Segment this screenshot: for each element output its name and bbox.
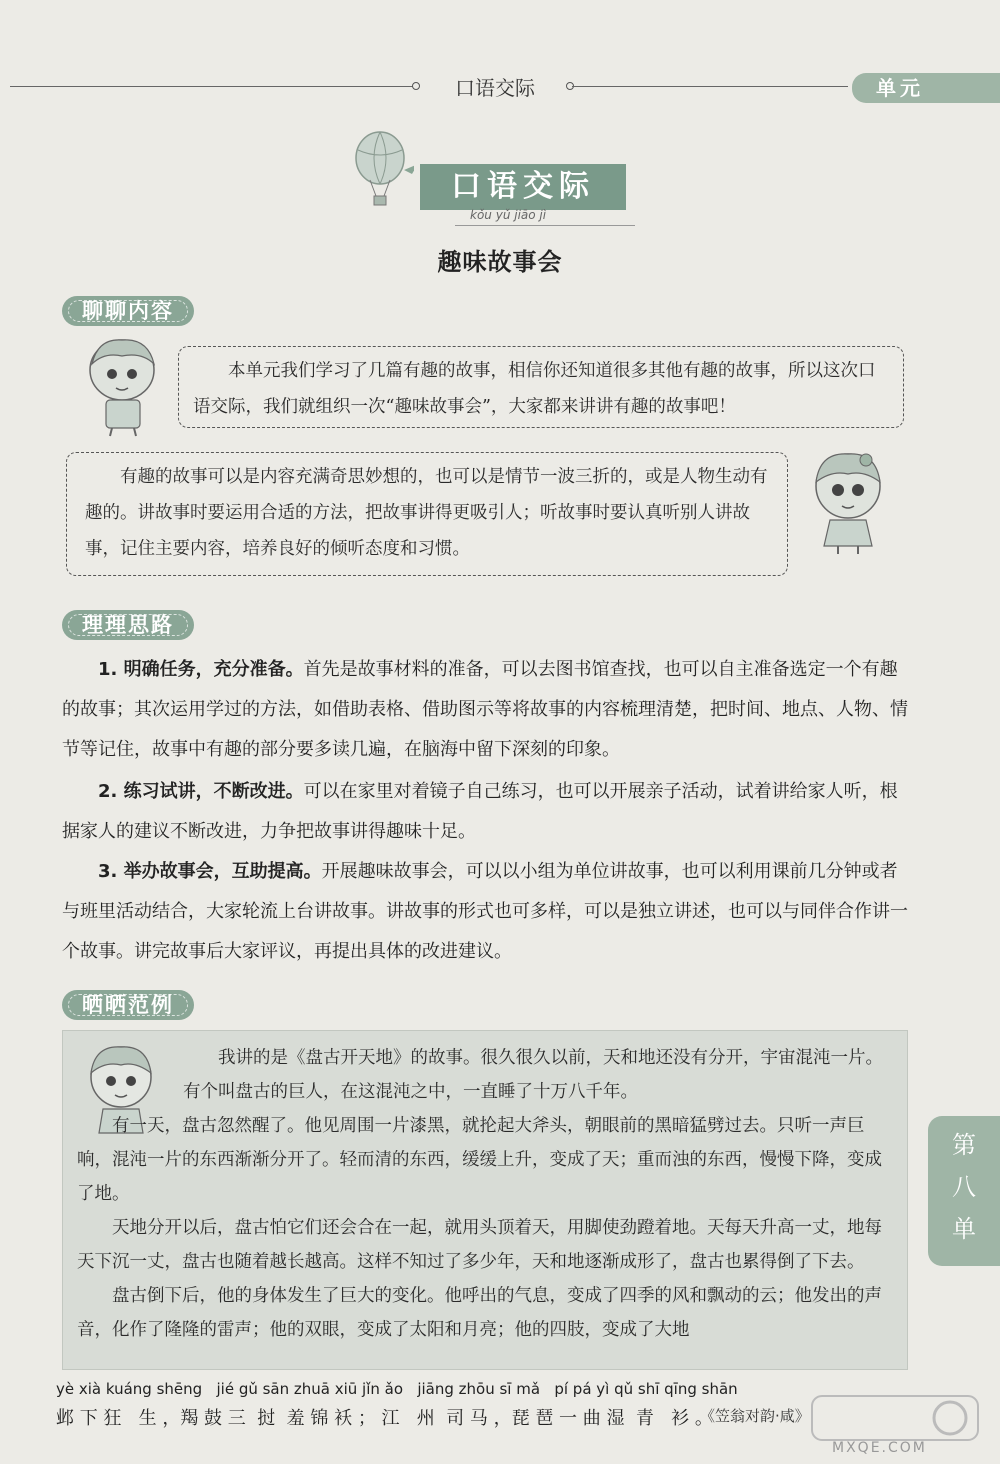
girl-cartoon-icon	[806, 448, 890, 556]
balloon-icon	[350, 130, 414, 210]
header-title: 口语交际	[455, 76, 535, 100]
idea-item-1-lead: 1. 明确任务，充分准备。	[98, 659, 304, 680]
unit-tab: 单元	[852, 73, 1000, 103]
idea-item-2-lead: 2. 练习试讲，不断改进。	[98, 781, 304, 802]
page-title: 趣味故事会	[437, 248, 563, 276]
idea-item-3-text: 开展趣味故事会，可以以小组为单位讲故事，也可以利用课前几分钟或者与班里活动结合，大家轮流上台讲故事。讲故事的形式也可多样，可以是独立讲述，也可以与同伴合作讲一个故事。讲完故事后大家评议，再提出具体的改进建议。	[62, 861, 908, 962]
boy-cartoon-icon	[78, 334, 168, 438]
side-tab-char-1: 第	[952, 1131, 976, 1159]
header-rule-left	[10, 86, 415, 87]
section-label-chat: 聊聊内容	[62, 296, 194, 326]
idea-item-1	[62, 650, 908, 770]
example-para-4: 盘古倒下后，他的身体发生了巨大的变化。他呼出的气息，变成了四季的风和飘动的云；他发出的声音，化作了隆隆的雷声；他的双眼，变成了太阳和月亮；他的四肢，变成了大地	[77, 1286, 882, 1340]
footer-source: 《笠翁对韵·咸》	[700, 1407, 810, 1425]
idea-item-3	[62, 852, 908, 972]
example-para-1-wrap	[183, 1041, 895, 1109]
section-label-example: 晒晒范例	[62, 990, 194, 1020]
banner-title: 口语交际	[420, 164, 626, 210]
chapter-side-tab	[928, 1116, 1000, 1266]
banner-pinyin: kǒu yǔ jiāo jì	[470, 208, 547, 222]
side-tab-char-3: 单	[952, 1215, 976, 1243]
example-body	[77, 1109, 895, 1347]
chat-box-1-text: 本单元我们学习了几篇有趣的故事，相信你还知道很多其他有趣的故事，所以这次口语交际，我们就组织一次“趣味故事会”，大家都来讲讲有趣的故事吧！	[193, 361, 876, 417]
side-tab-char-2: 八	[952, 1173, 976, 1201]
idea-item-1-text: 首先是故事材料的准备，可以去图书馆查找，也可以自主准备选定一个有趣的故事；其次运用学过的方法，如借助表格、借助图示等将故事的内容梳理清楚，把时间、地点、人物、情节等记住，故事中有趣的部分要多读几遍，在脑海中留下深刻的印象。	[62, 659, 908, 760]
header-dot-left	[412, 82, 420, 90]
idea-item-3-lead: 3. 举办故事会，互助提高。	[98, 861, 322, 882]
idea-item-2-text: 可以在家里对着镜子自己练习，也可以开展亲子活动，试着讲给家人听，根据家人的建议不断改进，力争把故事讲得趣味十足。	[62, 781, 898, 842]
idea-item-2	[62, 772, 908, 852]
footer-verse: 邺 下 狂 生 ，羯 鼓 三 挝 羞 锦 袄 ； 江 州 司 马 ，琵 琶 一 曲 湿 青 衫 。	[56, 1408, 713, 1429]
chat-box-2-text: 有趣的故事可以是内容充满奇思妙想的，也可以是情节一波三折的，或是人物生动有趣的。讲故事时要运用合适的方法，把故事讲得更吸引人；听故事时要认真听别人讲故事，记住主要内容，培养良好的倾听态度和习惯。	[85, 467, 768, 559]
footer-pinyin: yè xià kuáng shēng jié gǔ sān zhuā xiū jǐn ǎo jiāng zhōu sī mǎ pí pá yì qǔ shī qīng shān	[56, 1380, 738, 1398]
example-para-3: 天地分开以后，盘古怕它们还会合在一起，就用头顶着天，用脚使劲蹬着地。天每天升高一丈，地每天下沉一丈，盘古也随着越长越高。这样不知过了多少年，天和地逐渐成形了，盘古也累得倒了下去。	[77, 1218, 882, 1272]
example-para-1: 我讲的是《盘古开天地》的故事。很久很久以前，天和地还没有分开，宇宙混沌一片。有个叫盘古的巨人，在这混沌之中，一直睡了十万八千年。	[183, 1048, 883, 1102]
section-label-ideas: 理理思路	[62, 610, 194, 640]
watermark-text: MXQE.COM	[832, 1440, 927, 1456]
example-box	[62, 1030, 908, 1370]
header-rule-right	[572, 86, 848, 87]
example-para-2: 有一天，盘古忽然醒了。他见周围一片漆黑，就抡起大斧头，朝眼前的黑暗猛劈过去。只听一声巨响，混沌一片的东西渐渐分开了。轻而清的东西，缓缓上升，变成了天；重而浊的东西，慢慢下降，变成了地。	[77, 1116, 882, 1204]
chat-box-1	[178, 346, 904, 428]
chat-box-2	[66, 452, 788, 576]
